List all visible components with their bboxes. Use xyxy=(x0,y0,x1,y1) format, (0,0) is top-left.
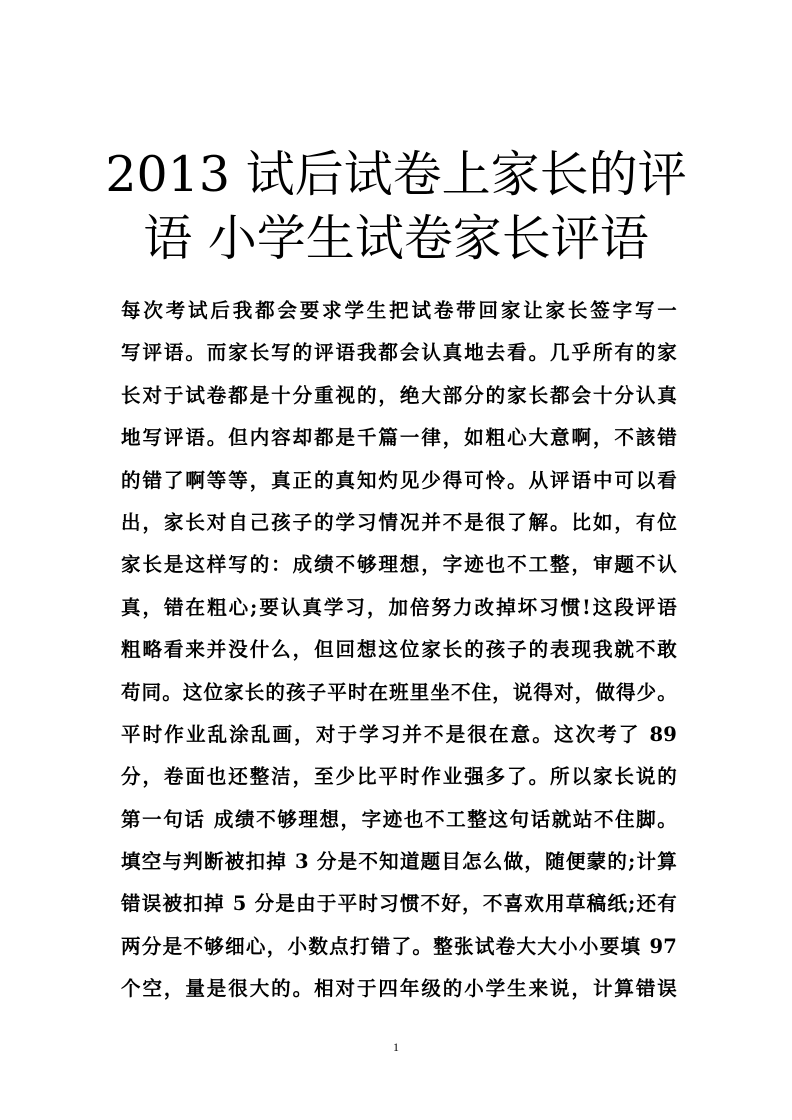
body-line: 平时作业乱涂乱画，对于学习并不是很在意。这次考了 89 xyxy=(121,722,677,746)
page-number: 1 xyxy=(393,1040,399,1054)
title-line: 语 小学生试卷家长评语 xyxy=(143,210,649,267)
page-title xyxy=(100,143,692,271)
body-line: 分，卷面也还整洁，至少比平时作业强多了。所以家长说的 xyxy=(121,765,677,789)
body-line: 写评语。而家长写的评语我都会认真地去看。几乎所有的家 xyxy=(121,341,677,365)
body-line: 错误被扣掉 5 分是由于平时习惯不好，不喜欢用草稿纸;还有 xyxy=(121,892,677,916)
body-line: 填空与判断被扣掉 3 分是不知道题目怎么做，随便蒙的;计算 xyxy=(121,850,677,874)
body-line: 家长是这样写的：成绩不够理想，字迹也不工整，审题不认 xyxy=(121,553,677,577)
body-line: 第一句话 成绩不够理想，字迹也不工整这句话就站不住脚。 xyxy=(121,807,677,831)
body-line: 每次考试后我都会要求学生把试卷带回家让家长签字写一 xyxy=(121,299,677,322)
body-line: 粗略看来并没什么，但回想这位家长的孩子的表现我就不敢 xyxy=(121,638,677,662)
body-line: 的错了啊等等，真正的真知灼见少得可怜。从评语中可以看 xyxy=(121,468,677,492)
body-line: 个空，量是很大的。相对于四年级的小学生来说，计算错误 xyxy=(121,977,677,1001)
body-line: 两分是不够细心，小数点打错了。整张试卷大大小小要填 97 xyxy=(121,934,677,958)
body-text xyxy=(121,290,677,1011)
body-line: 地写评语。但内容却都是千篇一律，如粗心大意啊，不該错 xyxy=(121,426,677,450)
body-line: 长对于试卷都是十分重视的，绝大部分的家长都会十分认真 xyxy=(121,383,677,407)
body-line: 出，家长对自己孩子的学习情况并不是很了解。比如，有位 xyxy=(121,510,677,534)
body-line: 苟同。这位家长的孩子平时在班里坐不住，说得对，做得少。 xyxy=(121,680,677,704)
title-line: 2013 试后试卷上家长的评 xyxy=(105,146,687,203)
body-line: 真，错在粗心;要认真学习，加倍努力改掉坏习惯!这段评语 xyxy=(121,595,677,619)
